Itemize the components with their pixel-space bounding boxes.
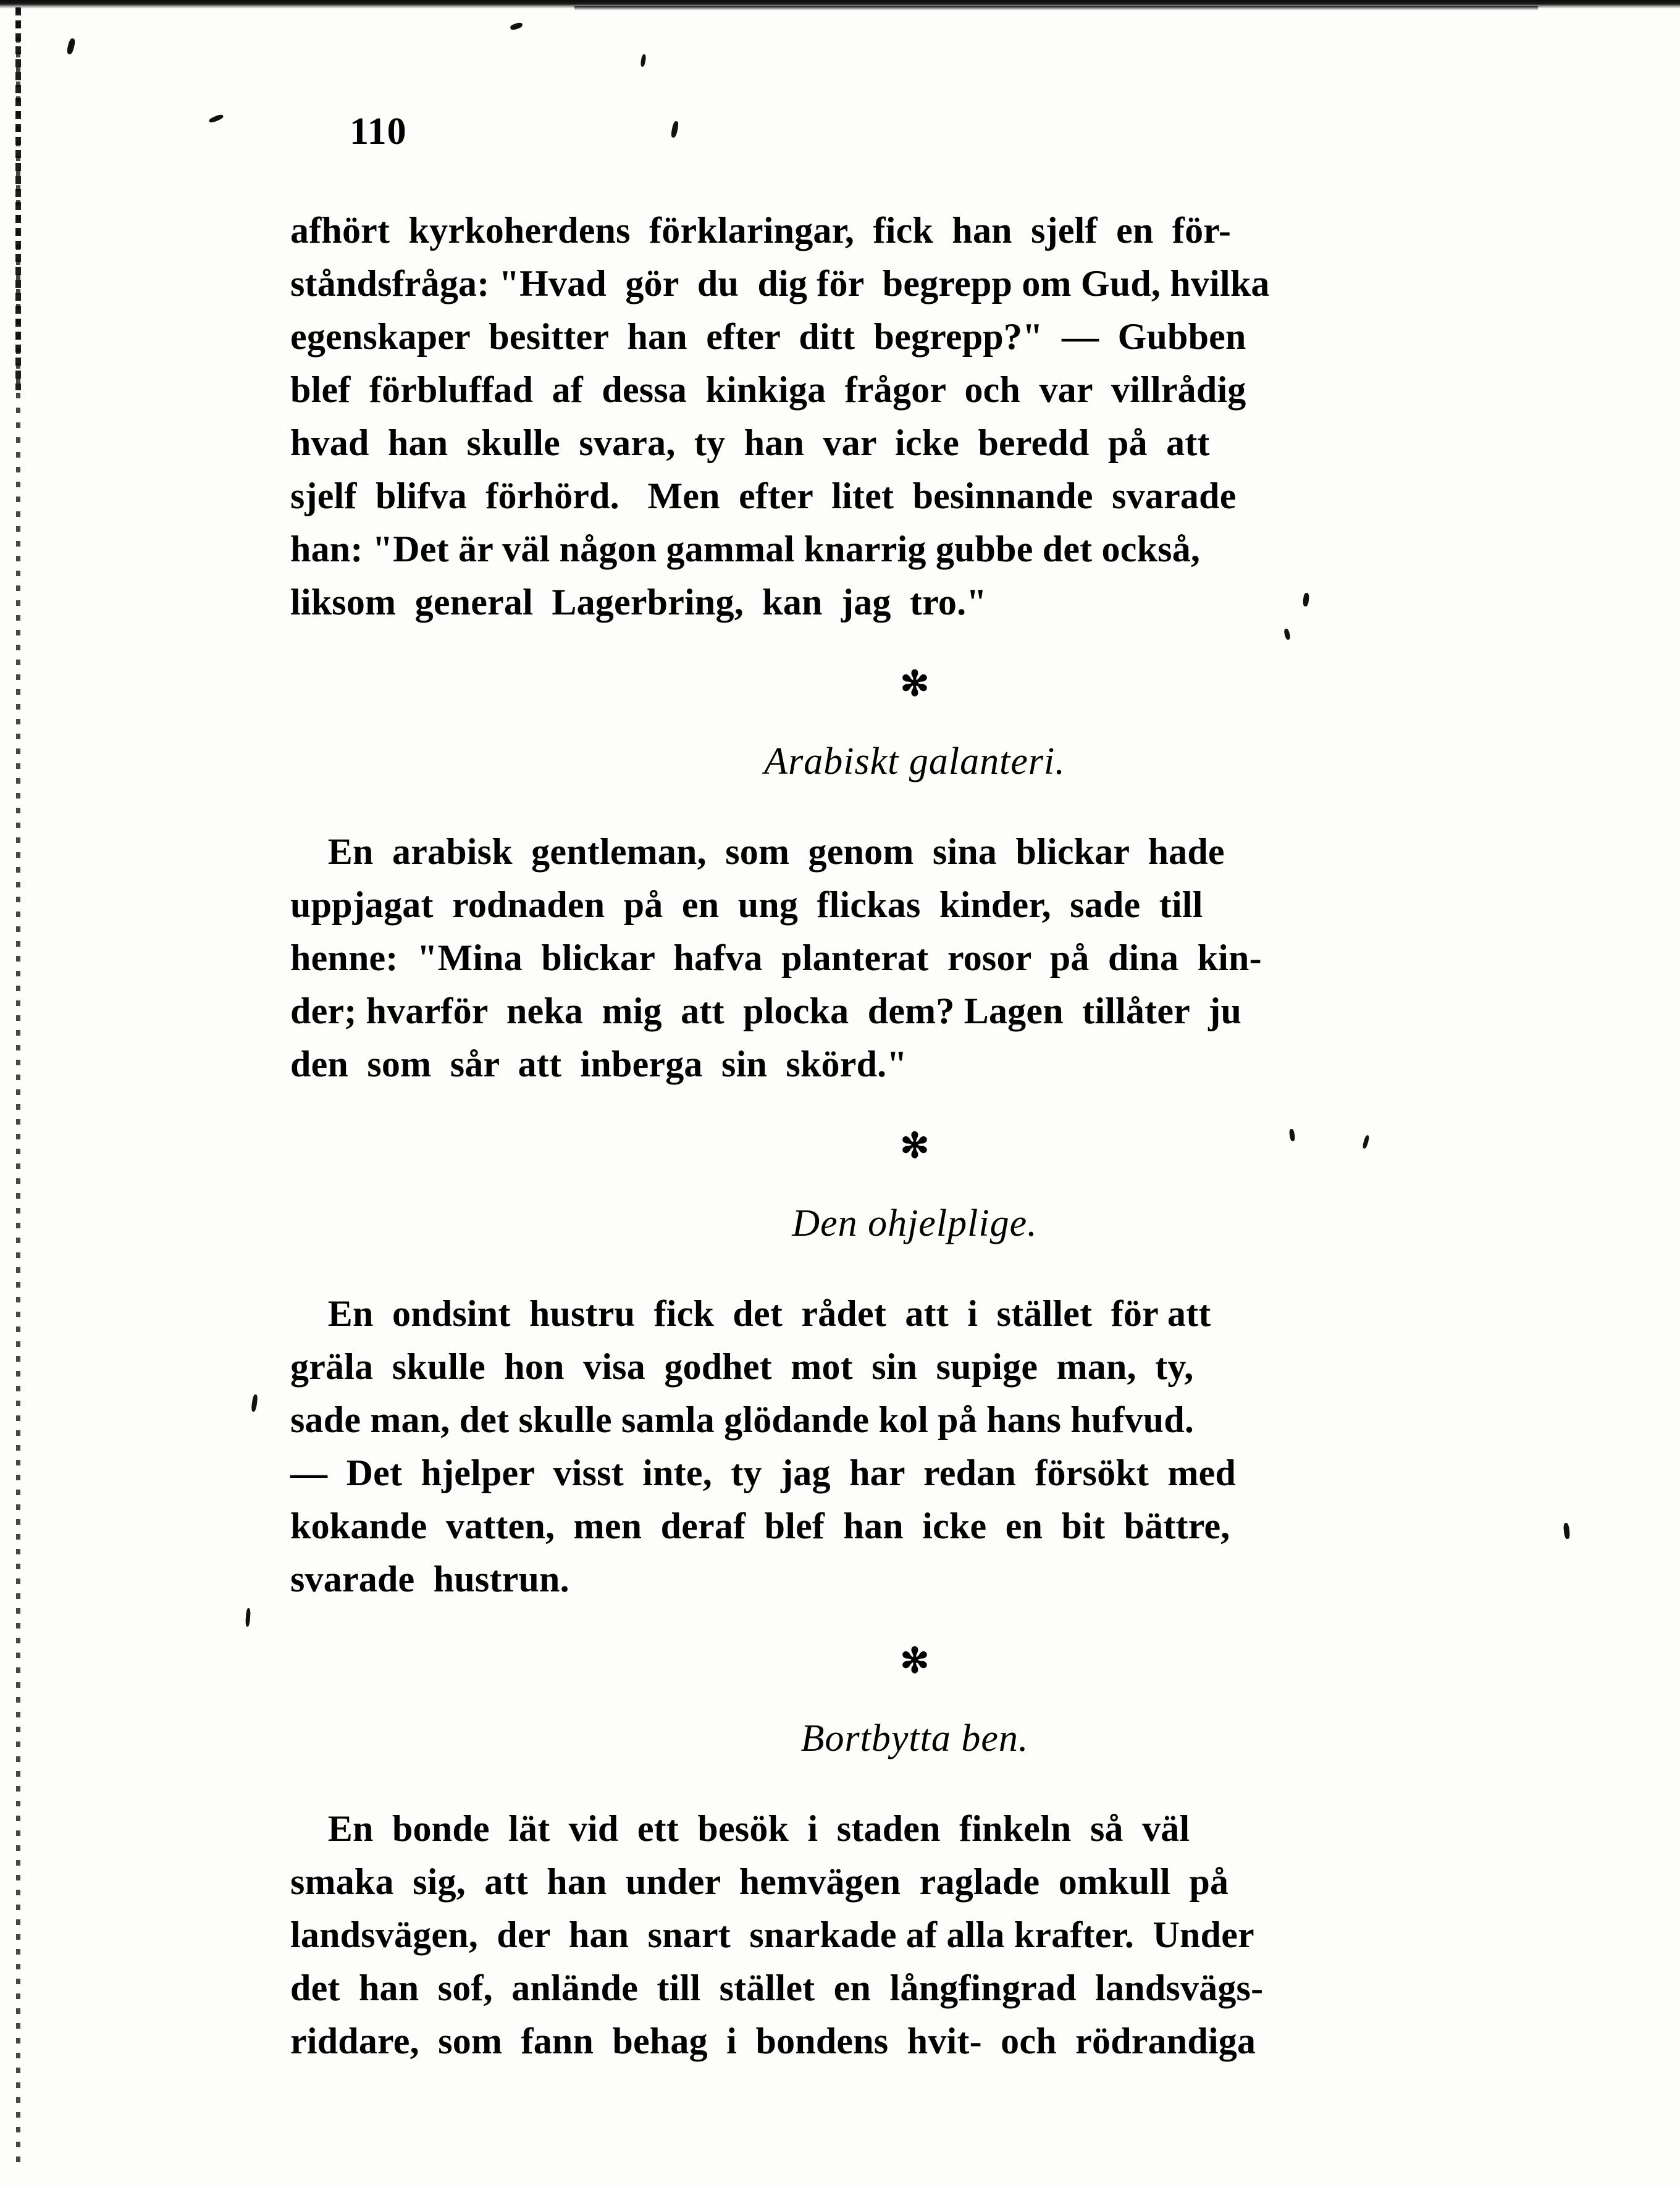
text-line: ståndsfråga: "Hvad gör du dig för begrepp om Gud, hvilka (290, 263, 1270, 304)
scan-left-edge-artifact-dense (15, 7, 21, 390)
text-line: — Det hjelper visst inte, ty jag har redan försökt med (290, 1452, 1237, 1493)
section-divider-2 (290, 1129, 1539, 1163)
text-line: sjelf blifva förhörd. Men efter litet besinnande svarade (290, 476, 1237, 516)
heading-spacer (290, 1758, 1539, 1802)
section-divider-3 (290, 1644, 1539, 1679)
text-line: den som sår att inberga sin skörd." (290, 1044, 907, 1084)
scan-speck (251, 1394, 258, 1412)
text-line: landsvägen, der han snart snarkade af alla krafter. Under (290, 1914, 1254, 1955)
text-line: uppjagat rodnaden på en ung flickas kinder, sade till (290, 884, 1203, 925)
asterisk-icon: ✻ (900, 1642, 930, 1680)
text-line: En ondsint hustru fick det rådet att i stället för att (290, 1293, 1211, 1334)
scan-speck (510, 22, 523, 31)
section-divider-1 (290, 667, 1539, 702)
paragraph-arabiskt-galanteri (290, 825, 1539, 1091)
page-number: 110 (350, 111, 407, 153)
scan-speck (245, 1608, 251, 1627)
heading-spacer (290, 781, 1539, 825)
text-line: En arabisk gentleman, som genom sina blickar hade (290, 831, 1225, 872)
text-line: han: "Det är väl någon gammal knarrig gubbe det också, (290, 529, 1201, 569)
text-line: En bonde lät vid ett besök i staden finkeln så väl (290, 1808, 1190, 1849)
paragraph-spacer (290, 1091, 1539, 1112)
heading-den-ohjelplige: Den ohjelplige. (792, 1202, 1038, 1244)
text-line: gräla skulle hon visa godhet mot sin supige man, ty, (290, 1346, 1194, 1387)
text-line: afhört kyrkoherdens förklaringar, fick han sjelf en för- (290, 210, 1232, 251)
paragraph-spacer (290, 1606, 1539, 1627)
asterisk-icon: ✻ (900, 665, 930, 703)
text-line: det han sof, anlände till stället en långfingrad landsvägs- (290, 1968, 1264, 2008)
divider-spacer (290, 1163, 1539, 1204)
text-line: der; hvarför neka mig att plocka dem? Lagen tillåter ju (290, 991, 1242, 1031)
paragraph-bortbytta-ben (290, 1802, 1539, 2068)
paragraph-lagerbring (290, 204, 1539, 629)
divider-spacer (290, 702, 1539, 742)
text-line: sade man, det skulle samla glödande kol på hans hufvud. (290, 1399, 1195, 1440)
text-line: liksom general Lagerbring, kan jag tro." (290, 582, 987, 622)
text-line: smaka sig, att han under hemvägen raglade omkull på (290, 1861, 1229, 1902)
scan-speck (208, 114, 224, 124)
text-line: riddare, som fann behag i bondens hvit- och rödrandiga (290, 2021, 1256, 2061)
heading-bortbytta-ben: Bortbytta ben. (800, 1717, 1029, 1759)
page-text-body (290, 204, 1539, 2089)
scan-speck (640, 54, 646, 67)
text-line: henne: "Mina blickar hafva planterat rosor på dina kin- (290, 937, 1262, 978)
text-line: hvad han skulle svara, ty han var icke beredd på att (290, 422, 1210, 463)
heading-arabiskt-galanteri: Arabiskt galanteri. (764, 740, 1065, 782)
scan-speck (1563, 1523, 1571, 1540)
asterisk-icon: ✻ (900, 1127, 930, 1165)
text-line: kokande vatten, men deraf blef han icke en bit bättre, (290, 1506, 1230, 1546)
divider-spacer (290, 1679, 1539, 1719)
heading-spacer (290, 1243, 1539, 1287)
text-line: svarade hustrun. (290, 1559, 569, 1599)
scan-top-edge-artifact-secondary (574, 6, 1538, 10)
paragraph-den-ohjelplige (290, 1287, 1539, 1606)
paragraph-spacer (290, 2068, 1539, 2089)
paragraph-spacer (290, 629, 1539, 650)
scan-speck (670, 120, 679, 138)
scan-speck (66, 38, 76, 55)
text-line: egenskaper besitter han efter ditt begrepp?" — Gubben (290, 316, 1246, 357)
text-line: blef förbluffad af dessa kinkiga frågor och var villrådig (290, 369, 1246, 410)
